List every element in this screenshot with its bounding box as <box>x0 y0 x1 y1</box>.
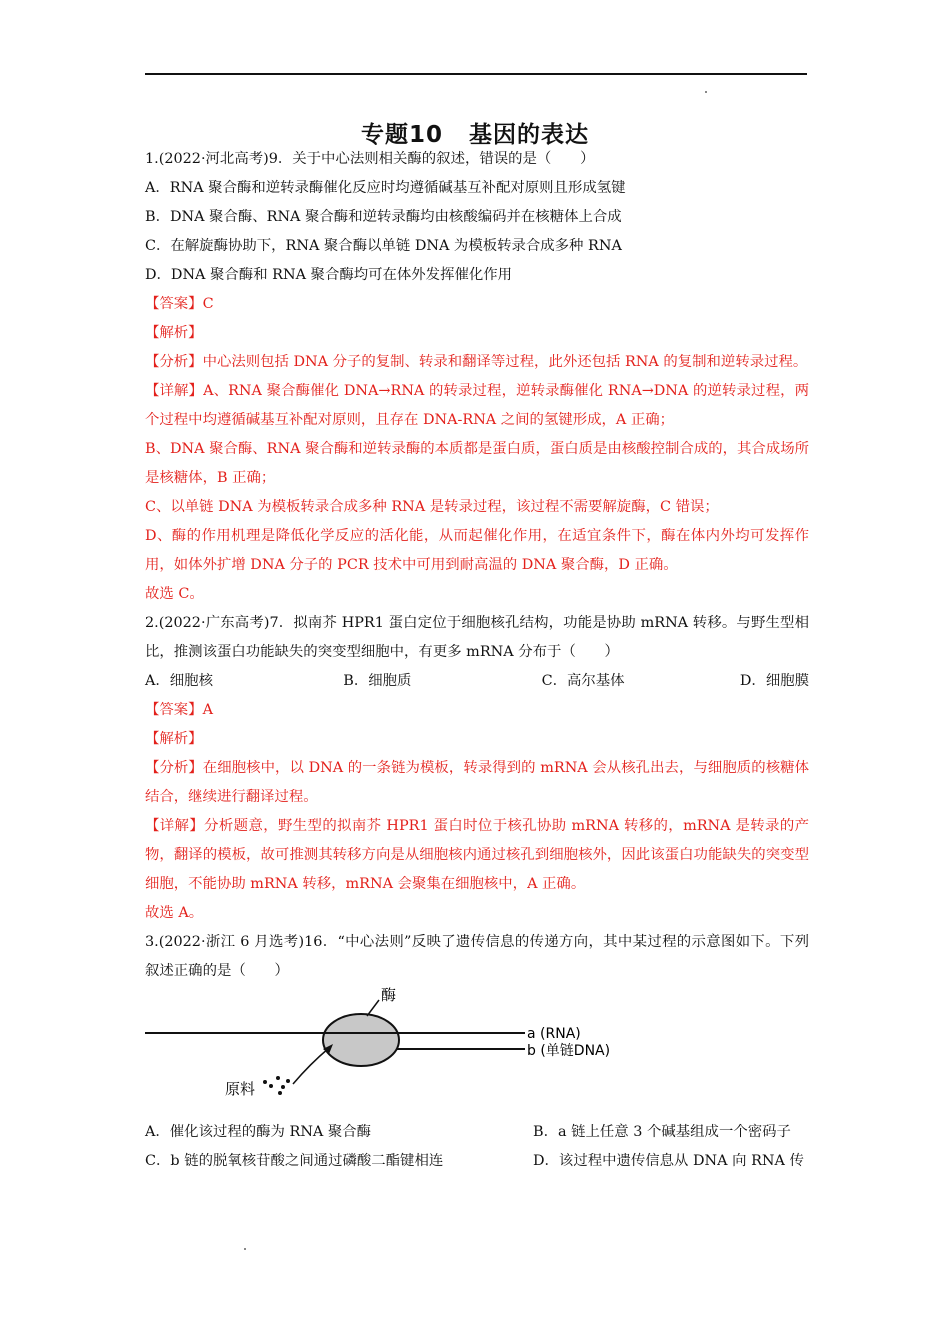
title-topic-number: 专题10 <box>360 122 443 148</box>
stray-dot <box>705 91 707 93</box>
nucleotide-dot <box>269 1084 273 1088</box>
nucleotide-dots <box>263 1076 290 1095</box>
q2-option-c: C．高尔基体 <box>541 673 625 689</box>
q1-analysis-label: 【解析】 <box>145 325 203 341</box>
q1-stem: 1.(2022·河北高考)9．关于中心法则相关酶的叙述，错误的是（ ） <box>145 151 595 167</box>
q2-answer: 【答案】A <box>145 702 213 718</box>
q2-option-a: A．细胞核 <box>145 673 213 689</box>
q1-option-b: B．DNA 聚合酶、RNA 聚合酶和逆转录酶均由核酸编码并在核糖体上合成 <box>145 209 622 225</box>
stray-dot <box>244 1248 246 1250</box>
q1-xiangjie-d: D、酶的作用机理是降低化学反应的活化能，从而起催化作用，在适宜条件下，酶在体内外均可发挥作用，如体外扩增 DNA 分子的 PCR 技术中可用到耐高温的 DNA 聚合酶，D 正确。 <box>145 528 809 573</box>
title-topic-name: 基因的表达 <box>469 122 589 148</box>
q3-option-d: D．该过程中遗传信息从 DNA 向 RNA 传 <box>533 1153 804 1169</box>
q1-xiangjie-a: 【详解】A、RNA 聚合酶催化 DNA→RNA 的转录过程，逆转录酶催化 RNA→DNA 的逆转录过程，两个过程中均遵循碱基互补配对原则，且存在 DNA-RNA 之间的氢键形成，A 正确； <box>145 383 809 428</box>
q1-answer: 【答案】C <box>145 296 214 312</box>
enzyme-ellipse <box>323 1014 399 1066</box>
q2-conclusion: 故选 A。 <box>145 905 204 921</box>
q2-fenxi: 【分析】在细胞核中，以 DNA 的一条链为模板，转录得到的 mRNA 会从核孔出去，与细胞质的核糖体结合，继续进行翻译过程。 <box>145 760 809 805</box>
material-arrow <box>293 1048 329 1084</box>
nucleotide-dot <box>281 1085 285 1089</box>
q3-option-a: A．催化该过程的酶为 RNA 聚合酶 <box>145 1124 372 1140</box>
strand-b-label: b (单链DNA) <box>527 1043 611 1059</box>
q2-options <box>145 667 809 696</box>
q1-xiangjie-c: C、以单链 DNA 为模板转录合成多种 RNA 是转录过程，该过程不需要解旋酶，C 错误； <box>145 499 719 515</box>
q2-option-b: B．细胞质 <box>343 673 412 689</box>
enzyme-label: 酶 <box>381 986 397 1004</box>
nucleotide-dot <box>276 1076 280 1080</box>
q1-option-a: A．RNA 聚合酶和逆转录酶催化反应时均遵循碱基互补配对原则且形成氢键 <box>145 180 626 196</box>
transcription-diagram <box>145 986 809 1118</box>
transcription-svg <box>145 986 809 1118</box>
enzyme-pointer <box>367 1000 379 1016</box>
document-body <box>145 145 809 1176</box>
nucleotide-dot <box>263 1080 267 1084</box>
q1-option-d: D．DNA 聚合酶和 RNA 聚合酶均可在体外发挥催化作用 <box>145 267 513 283</box>
q2-stem: 2.(2022·广东高考)7．拟南芥 HPR1 蛋白定位于细胞核孔结构，功能是协助 mRNA 转移。与野生型相比，推测该蛋白功能缺失的突变型细胞中，有更多 mRNA 分布于（ ） <box>145 615 809 660</box>
q2-xiangjie: 【详解】分析题意，野生型的拟南芥 HPR1 蛋白时位于核孔协助 mRNA 转移的，mRNA 是转录的产物，翻译的模板，故可推测其转移方向是从细胞核内通过核孔到细胞核外，因此该蛋白功能缺失的突变型细胞，不能协助 mRNA 转移，mRNA 会聚集在细胞核中，A 正确。 <box>145 818 809 892</box>
strand-a-label: a (RNA) <box>527 1026 581 1042</box>
q1-option-c: C．在解旋酶协助下，RNA 聚合酶以单链 DNA 为模板转录合成多种 RNA <box>145 238 622 254</box>
header-rule <box>145 73 807 75</box>
q1-conclusion: 故选 C。 <box>145 586 204 602</box>
q3-option-b: B．a 链上任意 3 个碱基组成一个密码子 <box>533 1124 791 1140</box>
nucleotide-dot <box>286 1079 290 1083</box>
q3-option-c: C．b 链的脱氧核苷酸之间通过磷酸二酯键相连 <box>145 1153 444 1169</box>
q3-stem: 3.(2022·浙江 6 月选考)16．“中心法则”反映了遗传信息的传递方向，其中某过程的示意图如下。下列叙述正确的是（ ） <box>145 934 809 979</box>
material-label: 原料 <box>225 1080 256 1098</box>
q2-option-d: D．细胞膜 <box>739 673 809 689</box>
q2-analysis-label: 【解析】 <box>145 731 203 747</box>
q1-xiangjie-b: B、DNA 聚合酶、RNA 聚合酶和逆转录酶的本质都是蛋白质，蛋白质是由核酸控制合成的，其合成场所是核糖体，B 正确； <box>145 441 809 486</box>
q3-options-row2 <box>145 1147 809 1176</box>
q1-fenxi: 【分析】中心法则包括 DNA 分子的复制、转录和翻译等过程，此外还包括 RNA 的复制和逆转录过程。 <box>145 354 808 370</box>
nucleotide-dot <box>278 1091 282 1095</box>
q3-options-row1 <box>145 1118 809 1147</box>
